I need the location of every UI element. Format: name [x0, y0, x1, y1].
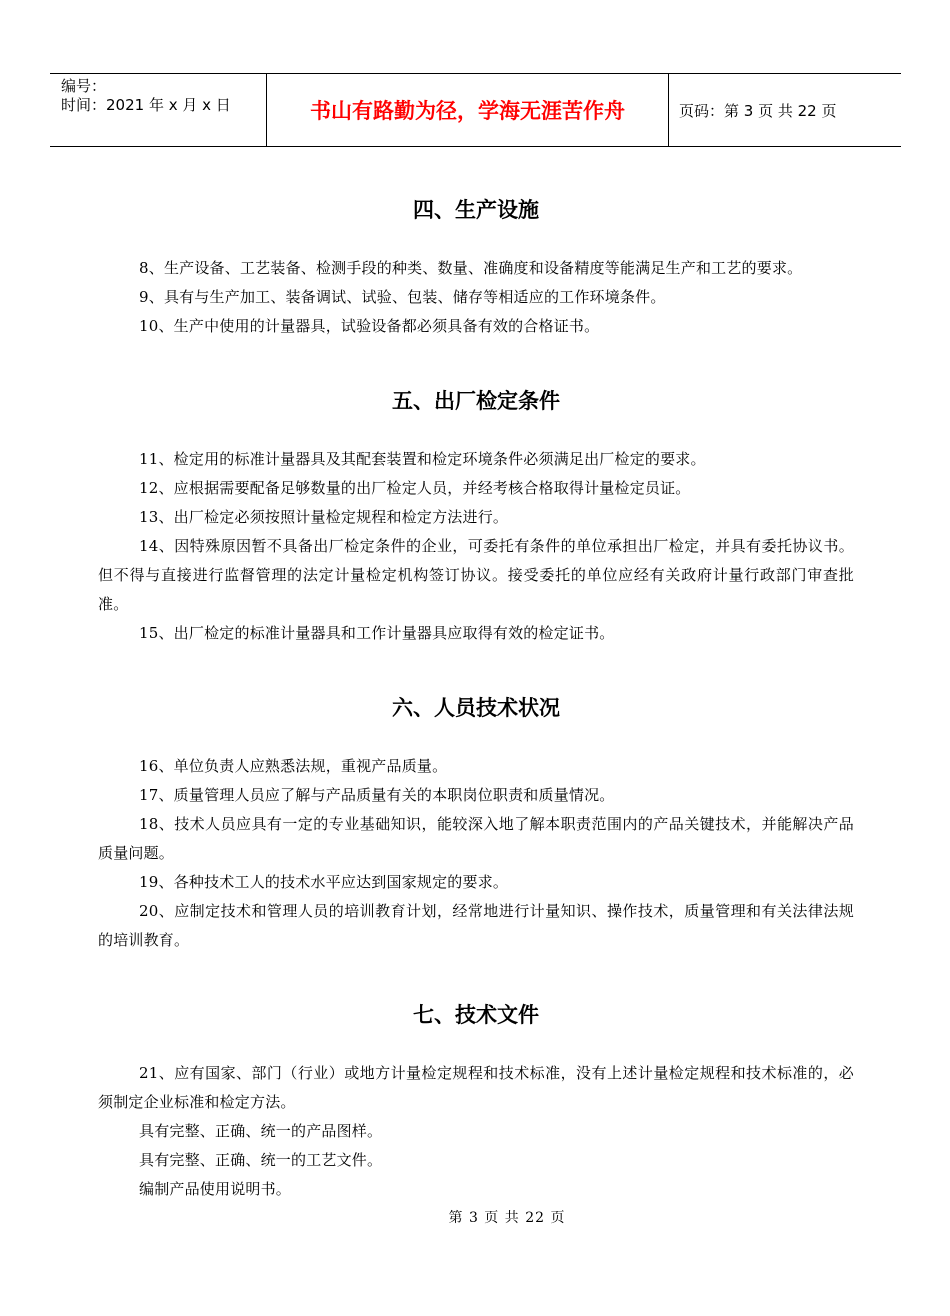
paragraph: 15、出厂检定的标准计量器具和工作计量器具应取得有效的检定证书。 — [139, 624, 615, 642]
section-technical-documents — [98, 995, 854, 1204]
paragraph: 8、生产设备、工艺装备、检测手段的种类、数量、准确度和设备精度等能满足生产和工艺的要求。 — [139, 259, 803, 277]
paragraph: 具有完整、正确、统一的产品图样。 — [139, 1122, 383, 1140]
paragraph: 19、各种技术工人的技术水平应达到国家规定的要求。 — [139, 873, 509, 891]
header-motto: 书山有路勤为径，学海无涯苦作舟 — [266, 74, 669, 146]
section-personnel-skills — [98, 688, 854, 955]
paragraph: 编制产品使用说明书。 — [139, 1180, 292, 1198]
paragraph: 21、应有国家、部门（行业）或地方计量检定规程和技术标准，没有上述计量检定规程和技术标准的，必须制定企业标准和检定方法。 — [98, 1064, 854, 1111]
paragraph: 16、单位负责人应熟悉法规，重视产品质量。 — [139, 757, 448, 775]
paragraph: 18、技术人员应具有一定的专业基础知识，能较深入地了解本职责范围内的产品关键技术，并能解决产品质量问题。 — [98, 815, 854, 862]
paragraph: 具有完整、正确、统一的工艺文件。 — [139, 1151, 383, 1169]
section-title: 四、生产设施 — [413, 198, 539, 222]
paragraph: 13、出厂检定必须按照计量检定规程和检定方法进行。 — [139, 508, 509, 526]
header-meta — [50, 74, 266, 146]
paragraph: 20、应制定技术和管理人员的培训教育计划，经常地进行计量知识、操作技术，质量管理和有关法律法规的培训教育。 — [98, 902, 854, 949]
footer-page-number: 第 3 页 共 22 页 — [448, 1210, 566, 1226]
page-footer — [0, 1207, 950, 1227]
section-title: 六、人员技术状况 — [392, 696, 560, 720]
paragraph: 11、检定用的标准计量器具及其配套装置和检定环境条件必须满足出厂检定的要求。 — [139, 450, 706, 468]
section-factory-verification — [98, 381, 854, 648]
paragraph: 10、生产中使用的计量器具，试验设备都必须具备有效的合格证书。 — [139, 317, 600, 335]
section-production-facilities — [98, 190, 854, 341]
paragraph: 12、应根据需要配备足够数量的出厂检定人员，并经考核合格取得计量检定员证。 — [139, 479, 691, 497]
document-body — [98, 190, 854, 1204]
header-page-number: 页码：第 3 页 共 22 页 — [679, 101, 837, 120]
page-header — [50, 73, 901, 147]
document-time-label: 时间：2021 年 x 月 x 日 — [61, 96, 231, 114]
paragraph: 14、因特殊原因暂不具备出厂检定条件的企业，可委托有条件的单位承担出厂检定，并具有委托协议书。但不得与直接进行监督管理的法定计量检定机构签订协议。接受委托的单位应经有关政府计量行政部门审查批准。 — [98, 537, 854, 613]
paragraph: 9、具有与生产加工、装备调试、试验、包装、储存等相适应的工作环境条件。 — [139, 288, 666, 306]
document-number-label: 编号： — [61, 77, 107, 95]
paragraph: 17、质量管理人员应了解与产品质量有关的本职岗位职责和质量情况。 — [139, 786, 615, 804]
section-title: 七、技术文件 — [413, 1003, 539, 1027]
section-title: 五、出厂检定条件 — [392, 389, 560, 413]
